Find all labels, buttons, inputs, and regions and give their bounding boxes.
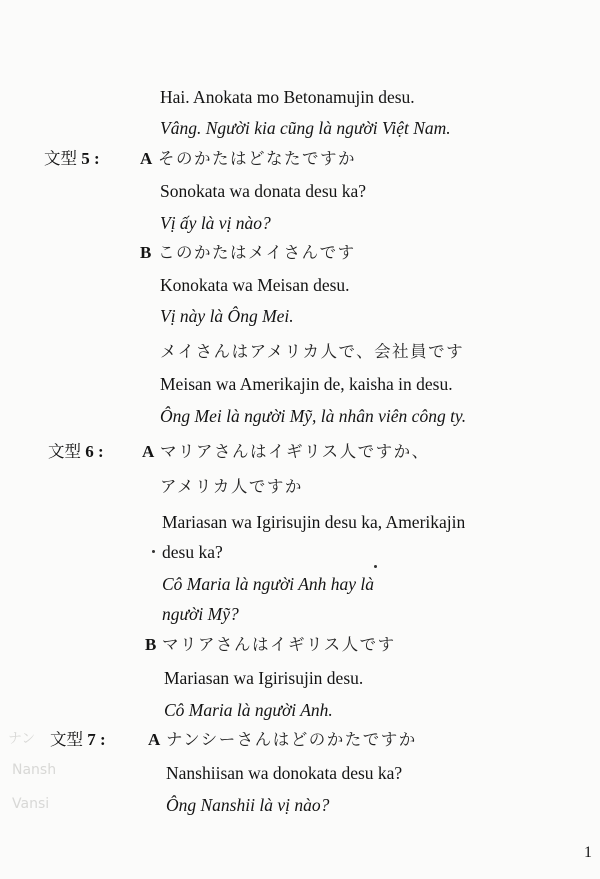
- romaji-line: Meisan wa Amerikajin de, kaisha in desu.: [160, 374, 453, 394]
- japanese-line: アメリカ人ですか: [160, 477, 303, 496]
- vietnamese-line: Cô Maria là người Anh.: [164, 700, 333, 720]
- japanese-line: ナンシーさんはどのかたですか: [166, 730, 417, 749]
- romaji-line: Konokata wa Meisan desu.: [160, 275, 350, 295]
- marker-a: A: [148, 730, 161, 749]
- page-number: 1: [584, 844, 592, 861]
- vietnamese-line: Vị này là Ông Mei.: [160, 306, 294, 326]
- pattern-colon: :: [94, 149, 100, 168]
- pattern-number: 6: [85, 442, 94, 461]
- vietnamese-line: Ông Mei là người Mỹ, là nhân viên công ty.: [160, 406, 467, 426]
- vietnamese-line: Vị ấy là vị nào?: [160, 213, 271, 233]
- marker-b: B: [145, 635, 157, 654]
- vietnamese-line: Vâng. Người kia cũng là người Việt Nam.: [160, 118, 451, 138]
- bleed-through-text: ナン: [8, 731, 36, 747]
- pattern-kanji: 文型: [48, 442, 81, 461]
- japanese-line: マリアさんはイギリス人です: [162, 635, 396, 654]
- romaji-line: Sonokata wa donata desu ka?: [160, 181, 367, 201]
- japanese-line: このかたはメイさんです: [158, 243, 356, 262]
- japanese-line: メイさんはアメリカ人で、会社員です: [160, 342, 465, 361]
- ink-speck: [374, 565, 377, 568]
- marker-b: B: [140, 243, 152, 262]
- bleed-through-text: Vansi: [12, 796, 50, 812]
- ink-speck: [152, 550, 155, 553]
- romaji-line: desu ka?: [162, 542, 223, 562]
- pattern-colon: :: [98, 442, 104, 461]
- sentence-pattern-5-label: [44, 148, 100, 170]
- pattern-kanji: 文型: [44, 149, 77, 168]
- pattern-colon: :: [100, 730, 106, 749]
- romaji-line: Mariasan wa Igirisujin desu.: [164, 668, 364, 688]
- romaji-line: Mariasan wa Igirisujin desu ka, Amerikajin: [162, 512, 466, 532]
- marker-a: A: [142, 442, 155, 461]
- sentence-pattern-6-label: [48, 441, 104, 463]
- bleed-through-text: Nansh: [12, 762, 57, 778]
- romaji-line: Hai. Anokata mo Betonamujin desu.: [160, 87, 415, 107]
- pattern-number: 5: [81, 149, 90, 168]
- marker-a: A: [140, 149, 153, 168]
- vietnamese-line: Cô Maria là người Anh hay là: [162, 574, 375, 594]
- pattern-number: 7: [87, 730, 96, 749]
- sentence-pattern-7-label: [50, 729, 106, 751]
- japanese-line: マリアさんはイギリス人ですか、: [160, 442, 430, 461]
- romaji-line: Nanshiisan wa donokata desu ka?: [166, 763, 403, 783]
- japanese-line: そのかたはどなたですか: [158, 149, 356, 168]
- pattern-kanji: 文型: [50, 730, 83, 749]
- vietnamese-line: Ông Nanshii là vị nào?: [166, 795, 330, 815]
- vietnamese-line: người Mỹ?: [162, 604, 239, 624]
